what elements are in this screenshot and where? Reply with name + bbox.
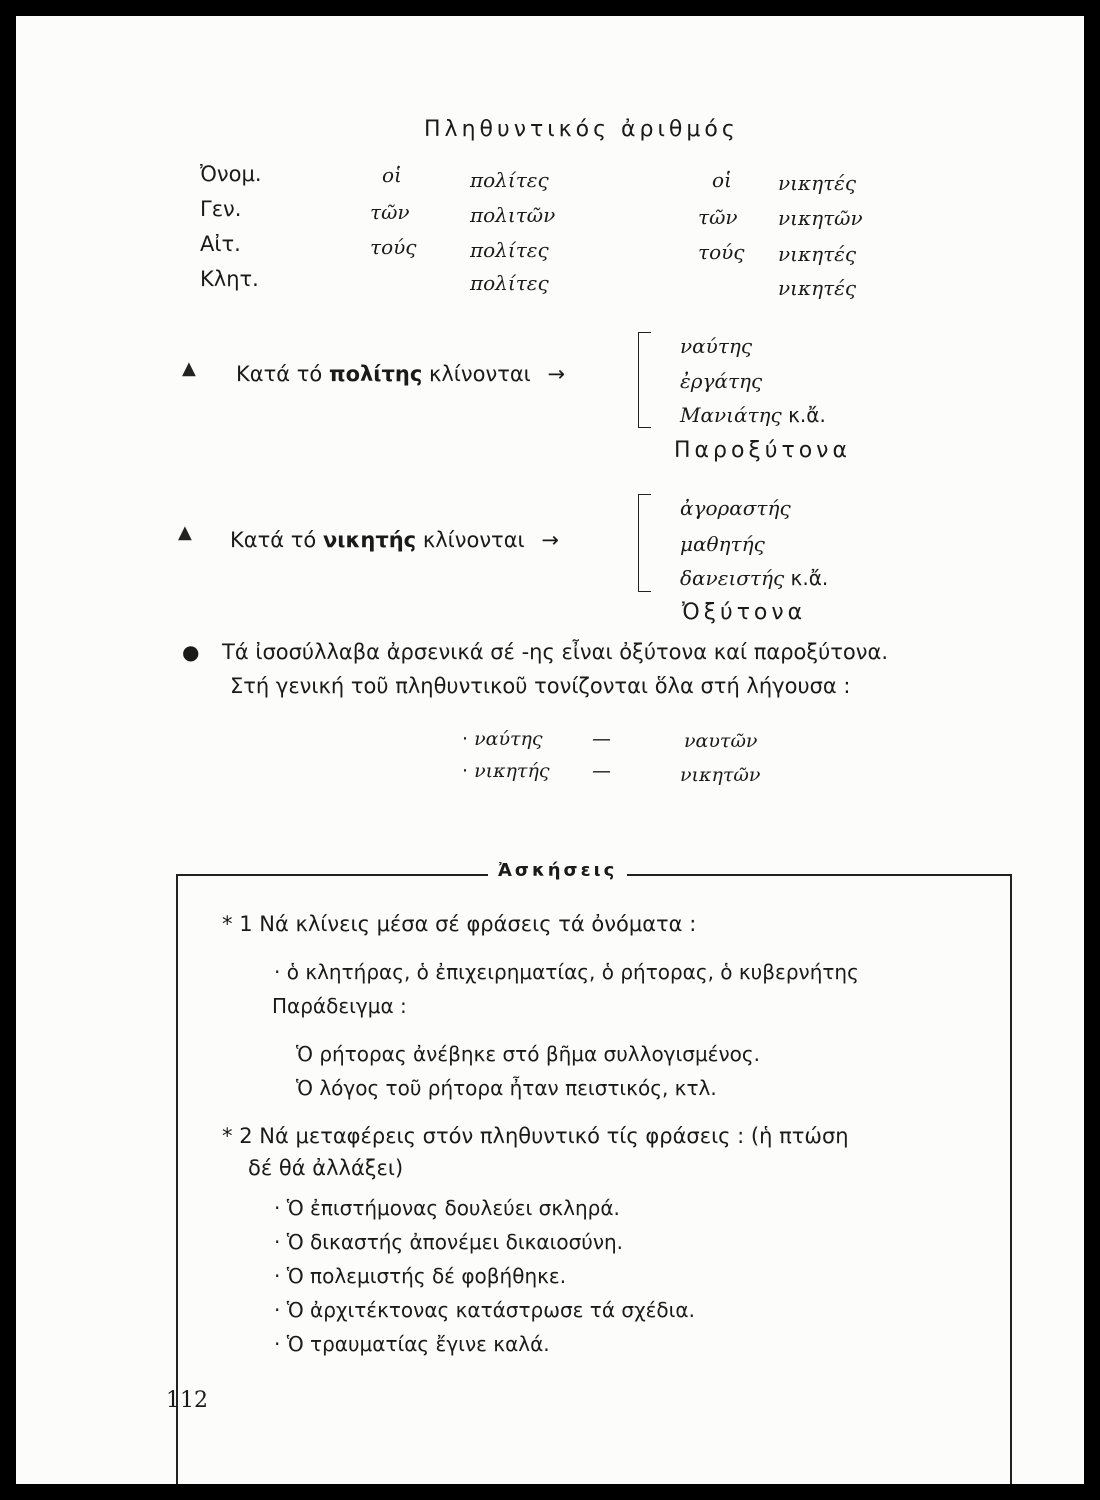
list-item: ναύτης	[680, 334, 753, 358]
example-result: ναυτῶν	[684, 730, 758, 752]
exercise-sentence: · Ὁ ἀρχιτέκτονας κατάστρωσε τά σχέδια.	[274, 1298, 695, 1322]
model-word: πολίτης	[328, 362, 423, 386]
case-label: Γεν.	[200, 197, 242, 221]
exercise-2-prompt: * 2 Νά μεταφέρεις στόν πληθυντικό τίς φράσεις : (ἡ πτώση	[222, 1124, 849, 1148]
rule-line: Τά ἰσοσύλλαβα ἀρσενικά σέ -ης εἶναι ὀξύτονα καί παροξύτονα.	[222, 640, 889, 664]
article: τούς	[698, 240, 745, 264]
group2-label: Ὀξύτονα	[682, 600, 807, 625]
case-label: Κλητ.	[200, 267, 259, 291]
article: οἱ	[382, 163, 402, 187]
bullet-icon: ●	[182, 640, 200, 664]
exercise-sentence: · Ὁ πολεμιστής δέ φοβήθηκε.	[274, 1264, 567, 1288]
plural-heading: Πληθυντικός ἀριθμός	[424, 117, 739, 142]
example-sentence: Ὁ λόγος τοῦ ρήτορα ἦταν πειστικός, κτλ.	[296, 1076, 717, 1100]
triangle-icon: ▲	[182, 358, 196, 379]
example-row: · ναύτης	[462, 728, 543, 750]
exercises-title: Ἀσκήσεις	[488, 860, 627, 881]
case-label: Αἰτ.	[200, 232, 241, 256]
form: νικητῶν	[778, 206, 863, 230]
exercise-sentence: · Ὁ δικαστής ἀπονέμει δικαιοσύνη.	[274, 1230, 624, 1254]
model-word: νικητής	[322, 528, 417, 552]
page-number: 112	[166, 1388, 208, 1413]
list-item: ἀγοραστής	[680, 496, 791, 520]
textbook-page	[16, 16, 1084, 1484]
form: νικητές	[778, 171, 857, 195]
list-item: ἐργάτης	[680, 369, 763, 393]
arrow-icon: →	[541, 528, 559, 552]
example-label: Παράδειγμα :	[272, 994, 407, 1018]
form: πολιτῶν	[470, 203, 556, 227]
group1-label: Παροξύτονα	[674, 438, 851, 463]
exercise-1-items: · ὁ κλητήρας, ὁ ἐπιχειρηματίας, ὁ ρήτορας, ὁ κυβερνήτης	[274, 960, 859, 984]
form: νικητές	[778, 242, 857, 266]
form: πολίτες	[470, 271, 549, 295]
dash: —	[592, 760, 611, 782]
article: οἱ	[712, 168, 732, 192]
example-sentence: Ὁ ρήτορας ἀνέβηκε στό βῆμα συλλογισμένος.	[296, 1042, 760, 1066]
bracket	[638, 494, 651, 592]
arrow-icon: →	[547, 362, 566, 386]
list-item: μαθητής	[680, 532, 765, 556]
form: πολίτες	[470, 238, 549, 262]
article: τῶν	[698, 205, 738, 229]
example-row: · νικητής	[462, 760, 550, 782]
exercise-2-prompt-cont: δέ θά ἀλλάξει)	[248, 1156, 404, 1180]
exercise-1-prompt: * 1 Νά κλίνεις μέσα σέ φράσεις τά ὀνόματα :	[222, 912, 697, 936]
article: τῶν	[370, 200, 410, 224]
group2-rule: Κατά τό νικητής κλίνονται →	[230, 528, 559, 552]
form: πολίτες	[470, 168, 549, 192]
list-item: δανειστής κ.ἄ.	[680, 566, 829, 590]
exercise-sentence: · Ὁ τραυματίας ἔγινε καλά.	[274, 1332, 550, 1356]
form: νικητές	[778, 276, 857, 300]
dash: —	[592, 728, 611, 750]
bracket	[638, 332, 651, 428]
rule-line: Στή γενική τοῦ πληθυντικοῦ τονίζονται ὅλα στή λήγουσα :	[230, 674, 851, 698]
group1-rule: Κατά τό πολίτης κλίνονται →	[236, 362, 566, 386]
case-label: Ὀνομ.	[200, 162, 262, 186]
list-item: Μανιάτης κ.ἄ.	[680, 403, 826, 427]
triangle-icon: ▲	[178, 522, 192, 543]
article: τούς	[370, 235, 417, 259]
exercise-sentence: · Ὁ ἐπιστήμονας δουλεύει σκληρά.	[274, 1196, 620, 1220]
example-result: νικητῶν	[680, 764, 761, 786]
